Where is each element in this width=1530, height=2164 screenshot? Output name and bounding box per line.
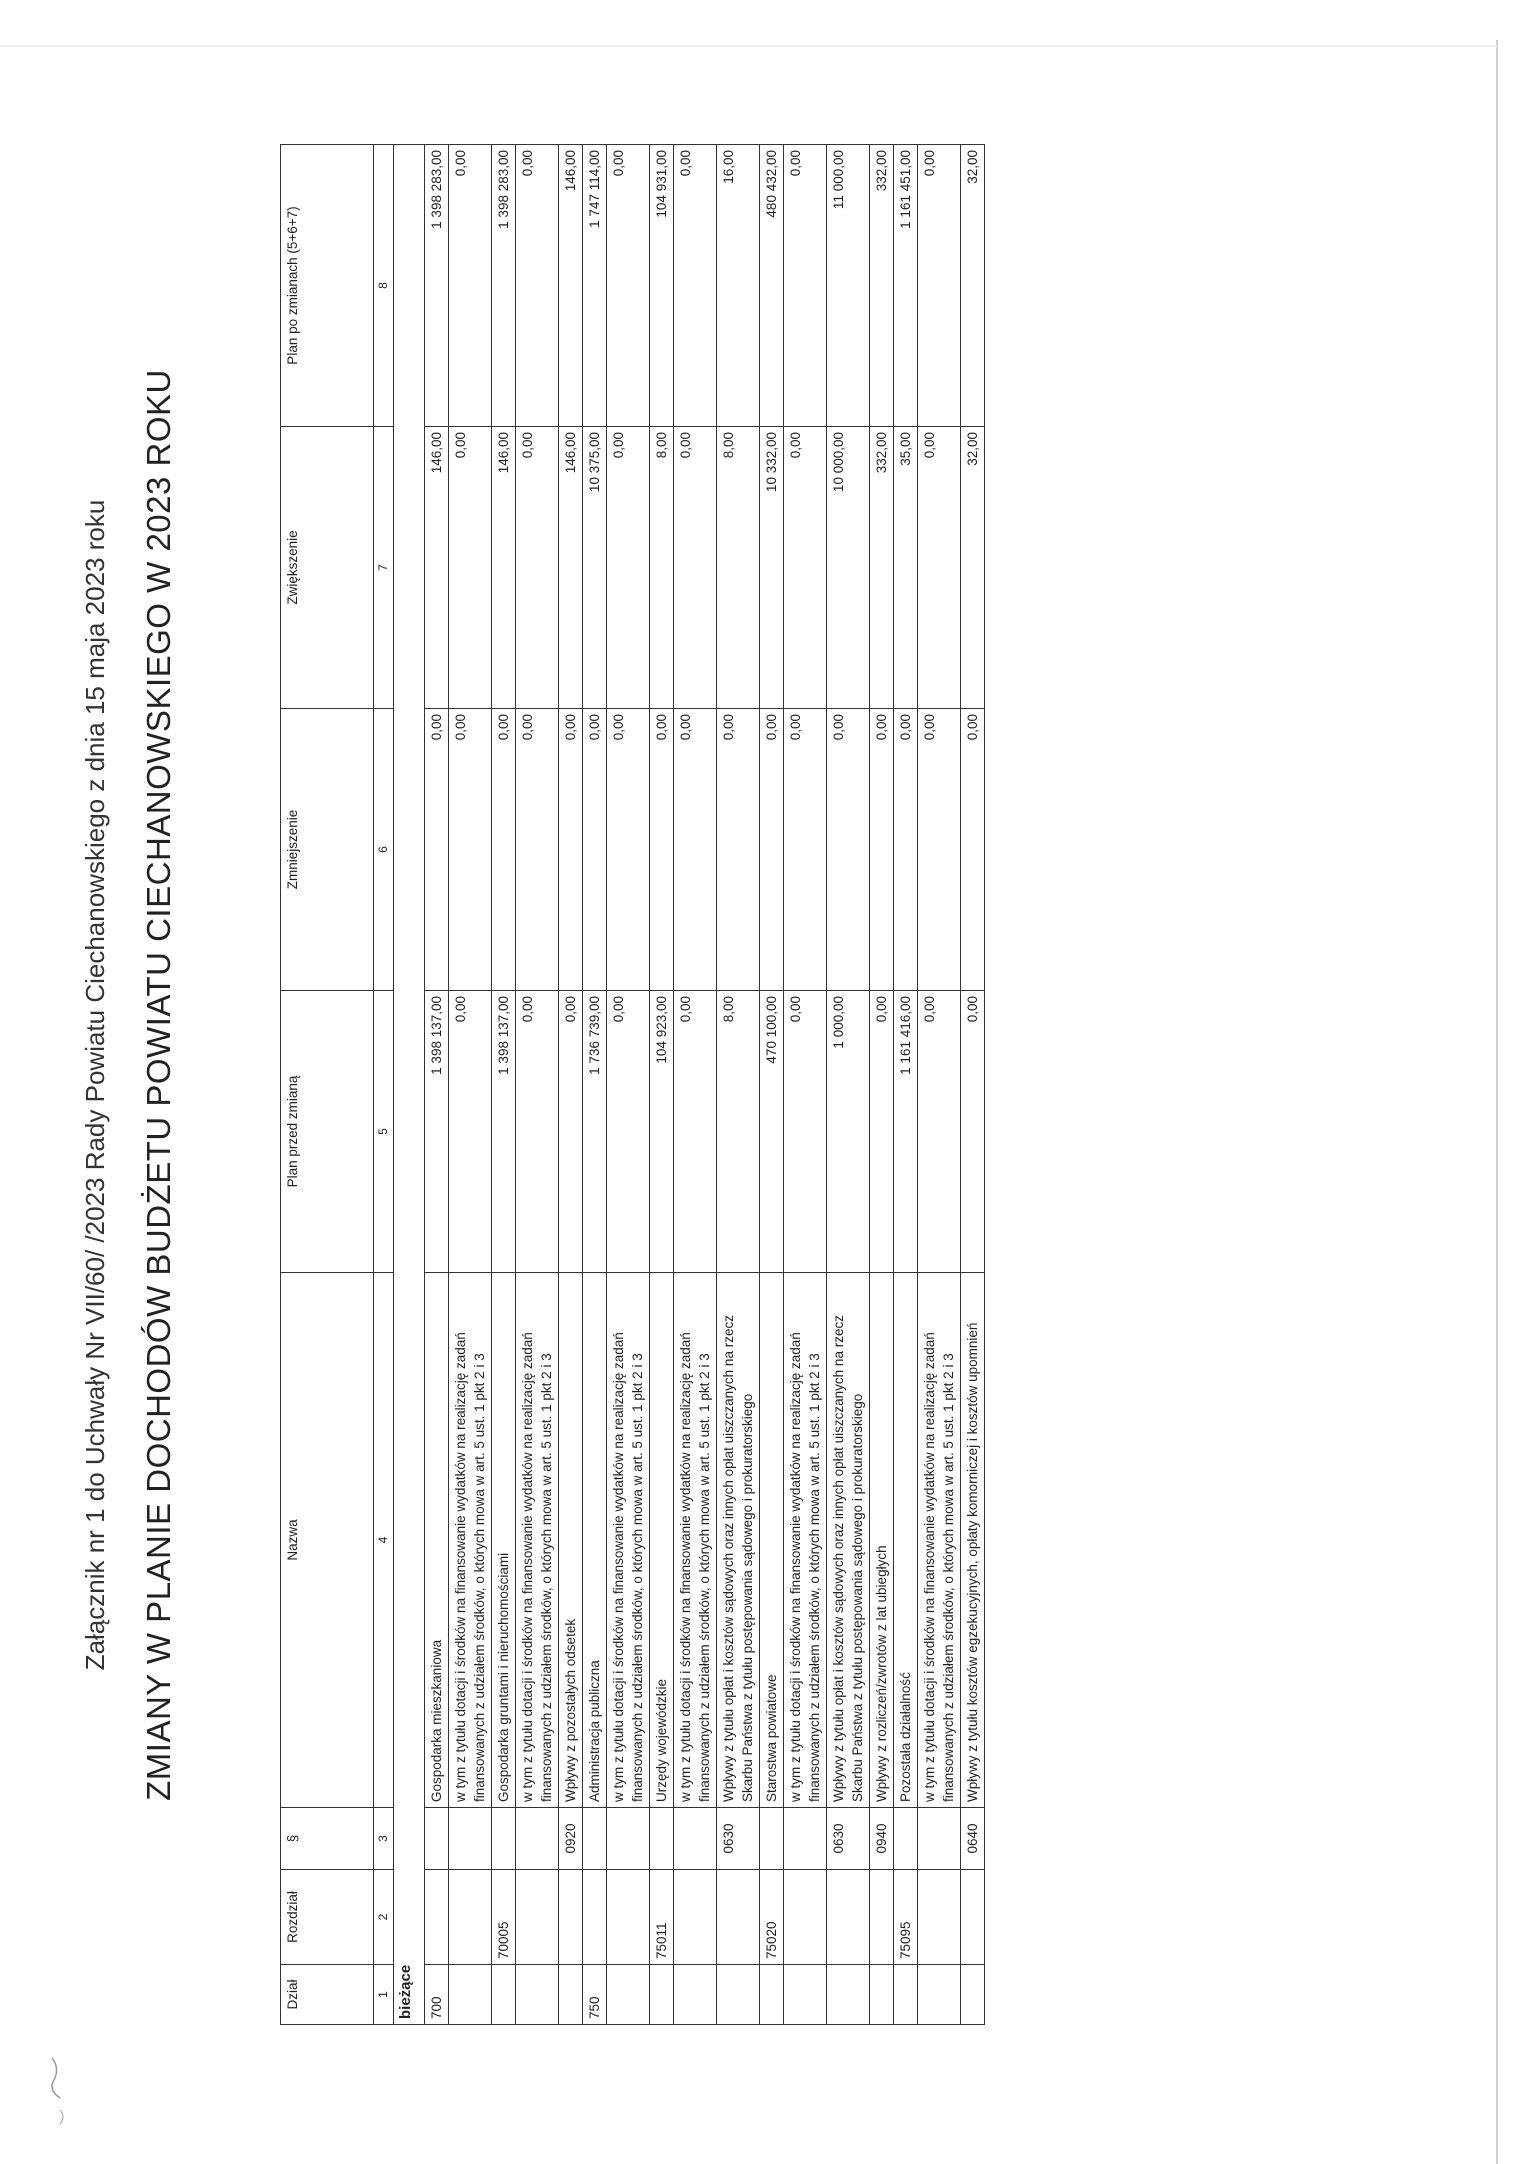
cell-dzial xyxy=(516,1965,559,2025)
cell-plan-po: 32,00 xyxy=(961,145,985,427)
cell-paragraf: 0630 xyxy=(827,1808,870,1870)
cell-nazwa: w tym z tytułu dotacji i środków na finansowanie wydatków na realizację zadań finansowanych z udziałem środków, o których mowa w art. 5 ust. 1 pkt 2 i 3 xyxy=(784,1273,827,1808)
cell-zwiekszenie: 35,00 xyxy=(894,427,918,709)
cell-rozdzial xyxy=(583,1870,607,1965)
cell-dzial xyxy=(894,1965,918,2025)
cell-zwiekszenie: 8,00 xyxy=(717,427,760,709)
table-body xyxy=(425,145,985,2025)
column-number: 3 xyxy=(374,1808,394,1870)
cell-dzial: 750 xyxy=(583,1965,607,2025)
cell-dzial xyxy=(918,1965,961,2025)
column-number-row xyxy=(374,145,394,2025)
table-row xyxy=(961,145,985,2025)
cell-rozdzial xyxy=(918,1870,961,1965)
cell-nazwa: w tym z tytułu dotacji i środków na finansowanie wydatków na realizację zadań finansowanych z udziałem środków, o których mowa w art. 5 ust. 1 pkt 2 i 3 xyxy=(607,1273,650,1808)
cell-zwiekszenie: 8,00 xyxy=(650,427,674,709)
table-row xyxy=(717,145,760,2025)
cell-rozdzial xyxy=(559,1870,583,1965)
cell-nazwa: w tym z tytułu dotacji i środków na finansowanie wydatków na realizację zadań finansowanych z udziałem środków, o których mowa w art. 5 ust. 1 pkt 2 i 3 xyxy=(449,1273,492,1808)
cell-zmniejszenie: 0,00 xyxy=(674,709,717,991)
cell-dzial xyxy=(717,1965,760,2025)
cell-rozdzial: 75011 xyxy=(650,1870,674,1965)
document-title: ZMIANY W PLANIE DOCHODÓW BUDŻETU POWIATU CIECHANOWSKIEGO W 2023 ROKU xyxy=(140,369,177,1801)
cell-plan-po: 1 747 114,00 xyxy=(583,145,607,427)
margin-pen-mark xyxy=(40,2050,90,2140)
cell-dzial xyxy=(674,1965,717,2025)
cell-zmniejszenie: 0,00 xyxy=(760,709,784,991)
cell-rozdzial xyxy=(784,1870,827,1965)
cell-dzial xyxy=(607,1965,650,2025)
cell-zmniejszenie: 0,00 xyxy=(607,709,650,991)
cell-dzial xyxy=(760,1965,784,2025)
cell-plan-po: 1 161 451,00 xyxy=(894,145,918,427)
header-nazwa: Nazwa xyxy=(281,1273,374,1808)
cell-plan-po: 1 398 283,00 xyxy=(425,145,449,427)
cell-plan-przed: 0,00 xyxy=(449,991,492,1273)
table-row xyxy=(894,145,918,2025)
cell-plan-po: 11 000,00 xyxy=(827,145,870,427)
cell-zwiekszenie: 0,00 xyxy=(784,427,827,709)
cell-plan-po: 0,00 xyxy=(918,145,961,427)
column-number: 1 xyxy=(374,1965,394,2025)
cell-nazwa: Pozostała działalność xyxy=(894,1273,918,1808)
cell-zwiekszenie: 0,00 xyxy=(674,427,717,709)
cell-paragraf xyxy=(449,1808,492,1870)
cell-plan-przed: 0,00 xyxy=(784,991,827,1273)
table-row xyxy=(918,145,961,2025)
cell-paragraf xyxy=(784,1808,827,1870)
cell-rozdzial xyxy=(717,1870,760,1965)
cell-plan-po: 0,00 xyxy=(607,145,650,427)
cell-plan-po: 146,00 xyxy=(559,145,583,427)
table-row xyxy=(425,145,449,2025)
cell-zmniejszenie: 0,00 xyxy=(559,709,583,991)
cell-rozdzial: 75020 xyxy=(760,1870,784,1965)
column-number: 6 xyxy=(374,709,394,991)
cell-plan-przed: 104 923,00 xyxy=(650,991,674,1273)
cell-nazwa: Wpływy z tytułu opłat i kosztów sądowych oraz innych opłat uiszczanych na rzecz Skarbu Państwa z tytułu postępowania sądowego i prokuratorskiego xyxy=(717,1273,760,1808)
cell-dzial xyxy=(449,1965,492,2025)
table-row xyxy=(827,145,870,2025)
cell-paragraf: 0920 xyxy=(559,1808,583,1870)
table-row xyxy=(870,145,894,2025)
cell-nazwa: Gospodarka gruntami i nieruchomościami xyxy=(492,1273,516,1808)
cell-paragraf xyxy=(583,1808,607,1870)
cell-zmniejszenie: 0,00 xyxy=(784,709,827,991)
table-row xyxy=(559,145,583,2025)
cell-dzial xyxy=(870,1965,894,2025)
cell-plan-po: 0,00 xyxy=(674,145,717,427)
cell-zmniejszenie: 0,00 xyxy=(961,709,985,991)
cell-zmniejszenie: 0,00 xyxy=(516,709,559,991)
cell-zwiekszenie: 0,00 xyxy=(516,427,559,709)
cell-rozdzial xyxy=(449,1870,492,1965)
cell-paragraf xyxy=(607,1808,650,1870)
cell-paragraf xyxy=(918,1808,961,1870)
cell-dzial xyxy=(492,1965,516,2025)
cell-zmniejszenie: 0,00 xyxy=(717,709,760,991)
cell-zmniejszenie: 0,00 xyxy=(583,709,607,991)
table-row xyxy=(760,145,784,2025)
cell-zwiekszenie: 32,00 xyxy=(961,427,985,709)
cell-nazwa: Wpływy z tytułu opłat i kosztów sądowych oraz innych opłat uiszczanych na rzecz Skarbu Państwa z tytułu postępowania sądowego i prokuratorskiego xyxy=(827,1273,870,1808)
header-row xyxy=(281,145,374,2025)
budget-table xyxy=(280,144,985,2025)
cell-paragraf xyxy=(650,1808,674,1870)
cell-plan-po: 1 398 283,00 xyxy=(492,145,516,427)
cell-plan-przed: 1 398 137,00 xyxy=(425,991,449,1273)
column-number: 5 xyxy=(374,991,394,1273)
cell-plan-przed: 0,00 xyxy=(674,991,717,1273)
cell-zwiekszenie: 146,00 xyxy=(425,427,449,709)
cell-plan-przed: 1 161 416,00 xyxy=(894,991,918,1273)
header-zwiekszenie: Zwiększenie xyxy=(281,427,374,709)
cell-plan-po: 0,00 xyxy=(516,145,559,427)
cell-plan-przed: 0,00 xyxy=(559,991,583,1273)
cell-rozdzial: 70005 xyxy=(492,1870,516,1965)
cell-nazwa: w tym z tytułu dotacji i środków na finansowanie wydatków na realizację zadań finansowanych z udziałem środków, o których mowa w art. 5 ust. 1 pkt 2 i 3 xyxy=(516,1273,559,1808)
header-paragraf: § xyxy=(281,1808,374,1870)
section-row xyxy=(394,145,425,2025)
table-row xyxy=(449,145,492,2025)
cell-plan-przed: 0,00 xyxy=(607,991,650,1273)
cell-plan-po: 0,00 xyxy=(784,145,827,427)
cell-dzial: 700 xyxy=(425,1965,449,2025)
cell-paragraf: 0630 xyxy=(717,1808,760,1870)
header-rozdzial: Rozdział xyxy=(281,1870,374,1965)
cell-plan-przed: 470 100,00 xyxy=(760,991,784,1273)
cell-nazwa: Urzędy wojewódzkie xyxy=(650,1273,674,1808)
cell-zmniejszenie: 0,00 xyxy=(827,709,870,991)
cell-paragraf xyxy=(894,1808,918,1870)
cell-zwiekszenie: 10 000,00 xyxy=(827,427,870,709)
cell-nazwa: Gospodarka mieszkaniowa xyxy=(425,1273,449,1808)
cell-zmniejszenie: 0,00 xyxy=(492,709,516,991)
cell-zwiekszenie: 10 375,00 xyxy=(583,427,607,709)
table-row xyxy=(516,145,559,2025)
cell-zwiekszenie: 0,00 xyxy=(449,427,492,709)
column-number: 8 xyxy=(374,145,394,427)
cell-nazwa: w tym z tytułu dotacji i środków na finansowanie wydatków na realizację zadań finansowanych z udziałem środków, o których mowa w art. 5 ust. 1 pkt 2 i 3 xyxy=(674,1273,717,1808)
cell-zwiekszenie: 332,00 xyxy=(870,427,894,709)
cell-rozdzial xyxy=(827,1870,870,1965)
table-row xyxy=(583,145,607,2025)
cell-plan-przed: 0,00 xyxy=(516,991,559,1273)
cell-rozdzial xyxy=(870,1870,894,1965)
cell-zmniejszenie: 0,00 xyxy=(425,709,449,991)
cell-dzial xyxy=(650,1965,674,2025)
cell-nazwa: Wpływy z pozostałych odsetek xyxy=(559,1273,583,1808)
cell-plan-przed: 8,00 xyxy=(717,991,760,1273)
cell-plan-przed: 0,00 xyxy=(918,991,961,1273)
table-row xyxy=(674,145,717,2025)
cell-nazwa: Starostwa powiatowe xyxy=(760,1273,784,1808)
cell-nazwa: Administracja publiczna xyxy=(583,1273,607,1808)
cell-plan-po: 0,00 xyxy=(449,145,492,427)
cell-paragraf: 0940 xyxy=(870,1808,894,1870)
cell-dzial xyxy=(827,1965,870,2025)
cell-nazwa: Wpływy z tytułu kosztów egzekucyjnych, opłaty komorniczej i kosztów upomnień xyxy=(961,1273,985,1808)
cell-zmniejszenie: 0,00 xyxy=(449,709,492,991)
cell-dzial xyxy=(559,1965,583,2025)
cell-rozdzial xyxy=(425,1870,449,1965)
cell-plan-przed: 0,00 xyxy=(870,991,894,1273)
table-row xyxy=(650,145,674,2025)
cell-zmniejszenie: 0,00 xyxy=(918,709,961,991)
header-zmniejszenie: Zmniejszenie xyxy=(281,709,374,991)
cell-plan-po: 480 432,00 xyxy=(760,145,784,427)
attachment-title: Załącznik nr 1 do Uchwały Nr VII/60/ /2023 Rady Powiatu Ciechanowskiego z dnia 15 maja 2023 roku xyxy=(80,499,110,1671)
cell-paragraf xyxy=(674,1808,717,1870)
cell-dzial xyxy=(784,1965,827,2025)
cell-rozdzial xyxy=(961,1870,985,1965)
cell-dzial xyxy=(961,1965,985,2025)
cell-plan-przed: 0,00 xyxy=(961,991,985,1273)
rotated-page xyxy=(25,35,1485,2035)
cell-zmniejszenie: 0,00 xyxy=(650,709,674,991)
cell-zwiekszenie: 146,00 xyxy=(492,427,516,709)
cell-plan-po: 16,00 xyxy=(717,145,760,427)
section-label: bieżące xyxy=(394,145,425,2025)
cell-rozdzial xyxy=(674,1870,717,1965)
cell-plan-po: 104 931,00 xyxy=(650,145,674,427)
cell-rozdzial xyxy=(516,1870,559,1965)
table-row xyxy=(784,145,827,2025)
table-row xyxy=(492,145,516,2025)
cell-zwiekszenie: 0,00 xyxy=(607,427,650,709)
column-number: 2 xyxy=(374,1870,394,1965)
column-number: 4 xyxy=(374,1273,394,1808)
cell-paragraf xyxy=(516,1808,559,1870)
header-plan-po: Plan po zmianach (5+6+7) xyxy=(281,145,374,427)
cell-paragraf xyxy=(492,1808,516,1870)
cell-rozdzial: 75095 xyxy=(894,1870,918,1965)
cell-rozdzial xyxy=(607,1870,650,1965)
column-number: 7 xyxy=(374,427,394,709)
cell-zwiekszenie: 146,00 xyxy=(559,427,583,709)
cell-plan-przed: 1 000,00 xyxy=(827,991,870,1273)
cell-paragraf: 0640 xyxy=(961,1808,985,1870)
cell-zwiekszenie: 10 332,00 xyxy=(760,427,784,709)
cell-plan-przed: 1 398 137,00 xyxy=(492,991,516,1273)
cell-paragraf xyxy=(760,1808,784,1870)
cell-plan-przed: 1 736 739,00 xyxy=(583,991,607,1273)
cell-nazwa: w tym z tytułu dotacji i środków na finansowanie wydatków na realizację zadań finansowanych z udziałem środków, o których mowa w art. 5 ust. 1 pkt 2 i 3 xyxy=(918,1273,961,1808)
cell-zmniejszenie: 0,00 xyxy=(894,709,918,991)
header-dzial: Dział xyxy=(281,1965,374,2025)
cell-zwiekszenie: 0,00 xyxy=(918,427,961,709)
cell-zmniejszenie: 0,00 xyxy=(870,709,894,991)
cell-paragraf xyxy=(425,1808,449,1870)
cell-plan-po: 332,00 xyxy=(870,145,894,427)
header-plan-przed: Plan przed zmianą xyxy=(281,991,374,1273)
cell-nazwa: Wpływy z rozliczeń/zwrotów z lat ubiegłych xyxy=(870,1273,894,1808)
table-row xyxy=(607,145,650,2025)
